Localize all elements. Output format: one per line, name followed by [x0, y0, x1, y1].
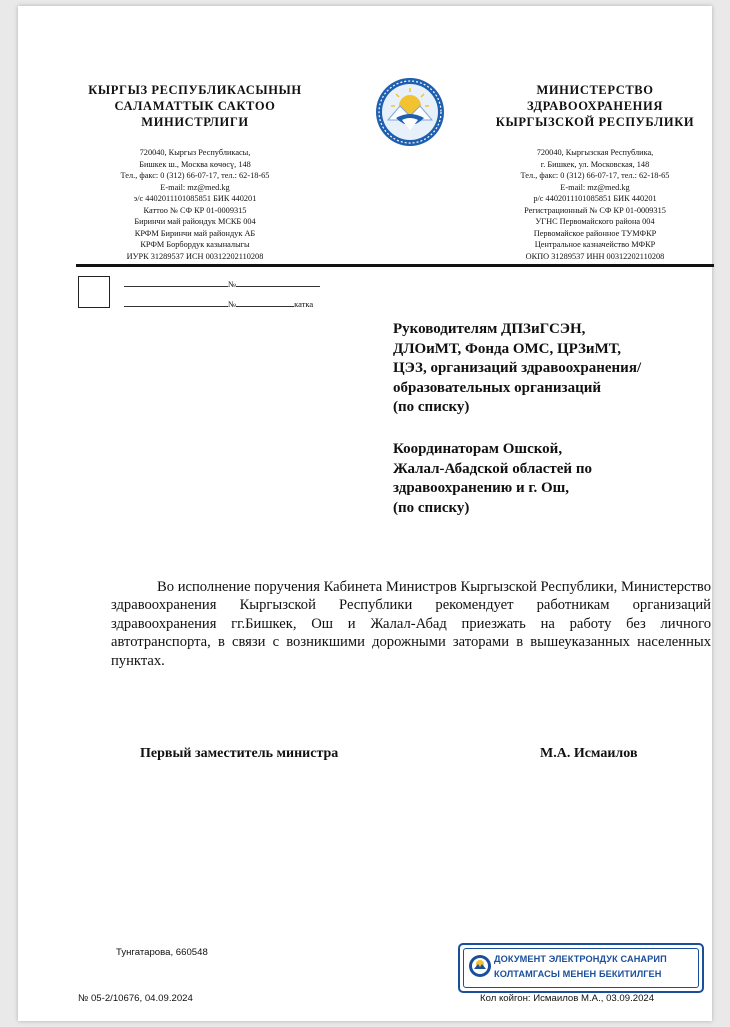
signed-by: Кол койгон: Исмаилов М.А., 03.09.2024: [480, 993, 655, 1004]
addressee-line: Жалал-Абадской областей по: [393, 460, 592, 477]
addressee-line: (по списку): [393, 499, 470, 516]
header-left-title-3: МИНИСТРЛИГИ: [141, 115, 249, 129]
registration-suffix: катка: [294, 299, 314, 309]
signature-name: М.А. Исмаилов: [540, 746, 638, 761]
header-right-detail: г. Бишкек, ул. Московская, 148: [540, 159, 650, 169]
body-paragraph: Во исполнение поручения Кабинета Министров Кыргызской Республики, Министерство здравоохранения Кыргызской Республики рекомендует работникам организаций здравоохранения гг.Бишкек, Ош и Жалал-Абад приезжать на работу без личного автотранспорта, в связи с возникшими дорожными заторами в вышеуказанных населенных пунктах.: [111, 579, 711, 669]
addressee-line: Координаторам Ошской,: [393, 441, 563, 457]
addressee-line: (по списку): [393, 399, 470, 416]
document-number: № 05-2/10676, 04.09.2024: [78, 993, 193, 1004]
addressee-line: здравоохранению и г. Ош,: [393, 480, 570, 497]
signature-position: Первый заместитель министра: [140, 746, 339, 761]
stamp-line-2: КОЛТАМГАСЫ МЕНЕН БЕКИТИЛГЕН: [494, 969, 662, 979]
header-right-detail: E-mail: mz@med.kg: [560, 182, 630, 192]
header-right-detail: Регистрационный № СФ КР 01-0009315: [524, 205, 666, 215]
header-right-detail: р/с 4402011101085851 БИК 440201: [533, 194, 657, 203]
state-emblem-icon: [374, 76, 446, 148]
stamp-line-1: ДОКУМЕНТ ЭЛЕКТРОНДУК САНАРИП: [494, 954, 667, 964]
registration-line-1: [124, 278, 320, 289]
kyrgyz-emblem-icon: [468, 954, 492, 978]
header-right-detail: Первомайское районное ТУМФКР: [533, 228, 657, 238]
header-right-title-2: ЗДРАВООХРАНЕНИЯ: [527, 99, 663, 113]
header-left-detail: Тел., факс: 0 (312) 66-07-17, тел.: 62-18-65: [120, 171, 270, 180]
header-right-detail: Тел., факс: 0 (312) 66-07-17, тел.: 62-18-65: [520, 171, 670, 180]
header-right-detail: УГНС Первомайского района 004: [535, 217, 655, 226]
document-page: [18, 6, 712, 1021]
header-left-detail: Биринчи май райондук МСКБ 004: [134, 217, 256, 226]
registration-line-2: [124, 298, 313, 309]
registration-box: [78, 276, 110, 308]
header-left-detail: ИУРК 31289537 ИСН 00312202110208: [126, 251, 264, 261]
header-right-title-3: КЫРГЫЗСКОЙ РЕСПУБЛИКИ: [495, 115, 695, 129]
header-right-detail: Центральное казначейство МФКР: [534, 240, 656, 249]
addressee-line: образовательных организаций: [393, 379, 601, 396]
header-right: [480, 82, 710, 262]
header-right-title-1: МИНИСТЕРСТВО: [536, 83, 654, 97]
addressee-block-2: [393, 440, 592, 518]
header-left: [80, 82, 310, 262]
digital-signature-stamp: [458, 943, 704, 993]
header-left-detail: КРФМ Борбордук казыналыгы: [140, 240, 250, 249]
addressee-block-1: [393, 320, 641, 418]
header-right-detail: ОКПО 31289537 ИНН 00312202110208: [525, 251, 665, 261]
header-left-detail: КРФМ Биринчи май райондук АБ: [134, 228, 256, 238]
addressee-line: Руководителям ДПЗиГСЭН,: [393, 321, 586, 337]
header-left-title-1: КЫРГЫЗ РЕСПУБЛИКАСЫНЫН: [88, 83, 302, 97]
addressee-line: ЦЭЗ, организаций здравоохранения/: [393, 360, 642, 377]
header-left-title-2: САЛАМАТТЫК САКТОО: [114, 99, 276, 113]
header-left-detail: Бишкек ш., Москва көчөсү, 148: [139, 159, 251, 169]
registration-number-label: №: [228, 279, 237, 289]
registration-number-label: №: [228, 299, 237, 309]
header-right-detail: 720040, Кыргызская Республика,: [536, 148, 654, 157]
header-left-detail: э/с 4402011101085851 БИК 440201: [133, 194, 257, 203]
header-divider: [76, 264, 714, 267]
letter-body: [111, 578, 711, 670]
addressee-line: ДЛОиМТ, Фонда ОМС, ЦРЗиМТ,: [393, 340, 621, 357]
executor-info: Тунгатарова, 660548: [116, 947, 208, 958]
header-left-detail: 720040, Кыргыз Республикасы,: [139, 148, 251, 157]
header-left-detail: E-mail: mz@med.kg: [160, 182, 230, 192]
header-left-detail: Каттоо № СФ КР 01-0009315: [143, 205, 247, 215]
